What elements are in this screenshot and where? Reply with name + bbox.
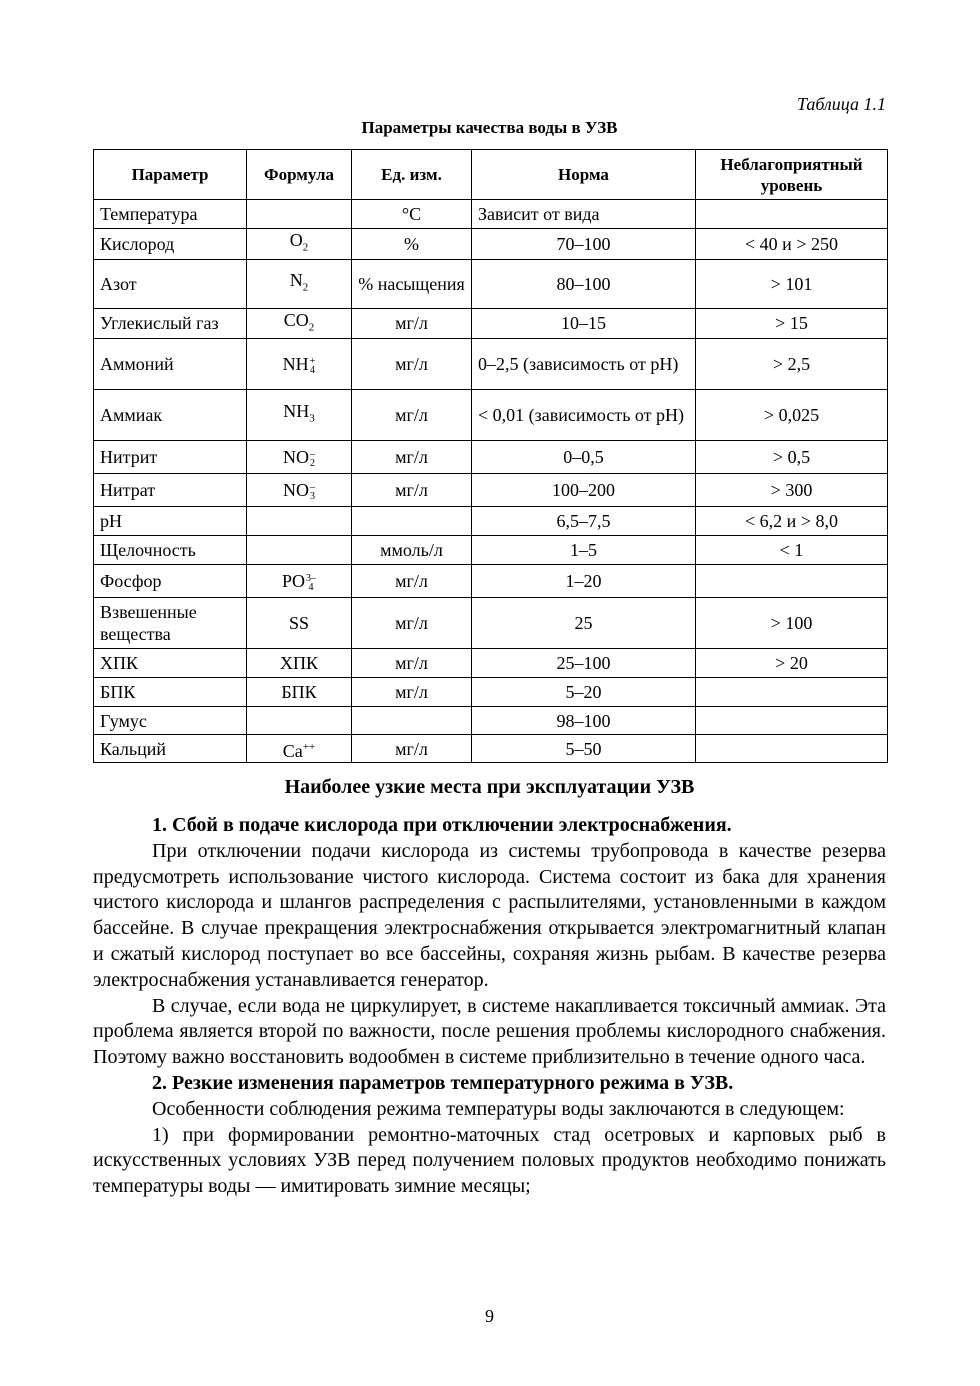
table-header-row <box>94 150 888 200</box>
column-header: Норма <box>472 150 696 200</box>
formula-base: NH <box>283 401 310 422</box>
adverse-cell <box>696 735 888 763</box>
unit-cell: мг/л <box>352 390 472 441</box>
formula-cell <box>247 507 352 536</box>
adverse-cell: > 20 <box>696 649 888 678</box>
unit-cell <box>352 507 472 536</box>
formula-cell <box>247 308 352 339</box>
unit-cell: мг/л <box>352 339 472 390</box>
formula-cell: SS <box>247 598 352 649</box>
norm-cell: 5–20 <box>472 678 696 707</box>
table-row <box>94 259 888 308</box>
norm-cell: 100–200 <box>472 474 696 507</box>
param-cell: Нитрат <box>94 474 247 507</box>
formula-charge-stack <box>310 357 316 375</box>
param-cell: pH <box>94 507 247 536</box>
adverse-cell <box>696 678 888 707</box>
norm-cell: Зависит от вида <box>472 200 696 229</box>
table-row <box>94 474 888 507</box>
formula-charge-stack <box>310 483 315 501</box>
formula-base: NH <box>282 354 309 375</box>
formula-subscript: 4 <box>308 582 314 594</box>
formula-cell <box>247 200 352 229</box>
unit-cell: °С <box>352 200 472 229</box>
formula-base: Ca <box>282 740 303 761</box>
adverse-cell: > 0,025 <box>696 390 888 441</box>
adverse-cell: > 101 <box>696 259 888 308</box>
table-row <box>94 441 888 474</box>
norm-cell: 70–100 <box>472 229 696 260</box>
unit-cell <box>352 707 472 735</box>
formula-superscript: ++ <box>302 740 316 753</box>
unit-cell: мг/л <box>352 735 472 763</box>
formula-cell <box>247 565 352 598</box>
formula-superscript: – <box>310 482 315 494</box>
unit-cell: мг/л <box>352 474 472 507</box>
norm-cell: < 0,01 (зависимость от pH) <box>472 390 696 441</box>
formula-superscript: 3– <box>306 573 316 585</box>
table-row <box>94 229 888 260</box>
formula-subscript: 3 <box>309 412 315 425</box>
column-header: Формула <box>247 150 352 200</box>
column-header: Неблагоприятный уровень <box>696 150 888 200</box>
param-cell: Кислород <box>94 229 247 260</box>
table-row <box>94 507 888 536</box>
norm-cell: 25 <box>472 598 696 649</box>
formula-cell: БПК <box>247 678 352 707</box>
adverse-cell: > 100 <box>696 598 888 649</box>
norm-cell: 1–5 <box>472 536 696 565</box>
formula-base: O <box>289 230 303 250</box>
formula-cell: ХПК <box>247 649 352 678</box>
param-cell: Гумус <box>94 707 247 735</box>
formula-cell <box>247 229 352 260</box>
formula-superscript: – <box>310 449 315 461</box>
formula-charge-stack <box>310 450 315 468</box>
norm-cell: 5–50 <box>472 735 696 763</box>
page-number: 9 <box>485 1306 494 1326</box>
param-cell: Нитрит <box>94 441 247 474</box>
formula-base: CO <box>283 309 309 330</box>
table-row <box>94 598 888 649</box>
table-title: Параметры качества воды в УЗВ <box>361 118 618 137</box>
adverse-cell: < 6,2 и > 8,0 <box>696 507 888 536</box>
formula-base: PO <box>281 571 305 592</box>
paragraph: Особенности соблюдения режима температуры воды заключаются в следующем: <box>152 1097 845 1120</box>
param-cell: БПК <box>94 678 247 707</box>
formula-cell <box>247 474 352 507</box>
norm-cell: 10–15 <box>472 308 696 339</box>
table-row <box>94 339 888 390</box>
unit-cell: мг/л <box>352 441 472 474</box>
table-row <box>94 707 888 735</box>
norm-cell: 25–100 <box>472 649 696 678</box>
unit-cell: % насыщения <box>352 259 472 308</box>
param-cell: ХПК <box>94 649 247 678</box>
paragraph: При отключении подачи кислорода из системы трубопровода в качестве резерва предусмотреть использование чистого кислорода. Система состоит из бака для хранения чистого кислорода и шлангов распределения с распылителями, установленными в каждом бассейне. В случае прекращения электроснабжения открывается электромагнитный клапан и сжатый кислород поступает во все бассейны, сохраняя жизнь рыбам. В качестве резерва электроснабжения устанавливается генератор. <box>93 839 886 991</box>
formula-cell <box>247 259 352 308</box>
subsection-heading: 2. Резкие изменения параметров температурного режима в УЗВ. <box>152 1071 734 1094</box>
table-label: Таблица 1.1 <box>796 94 886 114</box>
formula-cell <box>247 339 352 390</box>
table-row <box>94 200 888 229</box>
body-text <box>93 813 886 1200</box>
formula-cell <box>247 536 352 565</box>
table-row <box>94 678 888 707</box>
unit-cell: мг/л <box>352 598 472 649</box>
param-cell: Кальций <box>94 735 247 763</box>
table-row <box>94 735 888 763</box>
formula-subscript: 2 <box>308 321 315 334</box>
paragraph: В случае, если вода не циркулирует, в системе накапливается токсичный аммиак. Эта проблема является второй по важности, после решения проблемы кислородного снабжения. Поэтому важно восстановить водообмен в системе приблизительно в течение одного часа. <box>93 994 886 1069</box>
paragraph: 1) при формировании ремонтно-маточных стад осетровых и карповых рыб в искусственных условиях УЗВ перед получением половых продуктов необходимо понижать температуры воды — имитировать зимние месяцы; <box>93 1123 886 1198</box>
formula-subscript: 2 <box>302 281 309 294</box>
adverse-cell: > 0,5 <box>696 441 888 474</box>
unit-cell: мг/л <box>352 678 472 707</box>
formula-subscript: 4 <box>309 365 315 377</box>
unit-cell: % <box>352 229 472 260</box>
table-row <box>94 536 888 565</box>
unit-cell: мг/л <box>352 308 472 339</box>
formula-base: NO <box>283 480 309 501</box>
formula-cell <box>247 441 352 474</box>
param-cell: Щелочность <box>94 536 247 565</box>
norm-cell: 6,5–7,5 <box>472 507 696 536</box>
unit-cell: мг/л <box>352 649 472 678</box>
subsection-heading: 1. Сбой в подаче кислорода при отключении электроснабжения. <box>152 814 732 836</box>
table-row <box>94 565 888 598</box>
table-row <box>94 390 888 441</box>
formula-base: NO <box>283 447 309 468</box>
norm-cell: 0–0,5 <box>472 441 696 474</box>
adverse-cell: > 15 <box>696 308 888 339</box>
unit-cell: ммоль/л <box>352 536 472 565</box>
column-header: Ед. изм. <box>352 150 472 200</box>
param-cell: Аммиак <box>94 390 247 441</box>
formula-cell <box>247 735 352 763</box>
norm-cell: 98–100 <box>472 707 696 735</box>
table-row <box>94 308 888 339</box>
norm-cell: 80–100 <box>472 259 696 308</box>
formula-base: N <box>289 269 303 290</box>
table-row <box>94 649 888 678</box>
adverse-cell: > 300 <box>696 474 888 507</box>
param-cell: Фосфор <box>94 565 247 598</box>
norm-cell: 1–20 <box>472 565 696 598</box>
param-cell: Азот <box>94 259 247 308</box>
unit-cell: мг/л <box>352 565 472 598</box>
formula-subscript: 2 <box>302 241 309 254</box>
adverse-cell <box>696 565 888 598</box>
column-header: Параметр <box>94 150 247 200</box>
formula-subscript: 3 <box>310 491 315 503</box>
water-quality-table <box>93 149 888 763</box>
adverse-cell: < 1 <box>696 536 888 565</box>
param-cell: Аммоний <box>94 339 247 390</box>
formula-subscript: 2 <box>310 458 315 470</box>
adverse-cell <box>696 707 888 735</box>
section-title: Наиболее узкие места при эксплуатации УЗВ <box>284 776 695 798</box>
norm-cell: 0–2,5 (зависимость от pH) <box>472 339 696 390</box>
adverse-cell <box>696 200 888 229</box>
param-cell: Температура <box>94 200 247 229</box>
adverse-cell: < 40 и > 250 <box>696 229 888 260</box>
formula-cell <box>247 707 352 735</box>
param-cell: Взвешенные вещества <box>94 598 247 649</box>
adverse-cell: > 2,5 <box>696 339 888 390</box>
formula-charge-stack <box>306 574 316 592</box>
formula-superscript: + <box>309 356 316 368</box>
formula-cell <box>247 390 352 441</box>
param-cell: Углекислый газ <box>94 308 247 339</box>
